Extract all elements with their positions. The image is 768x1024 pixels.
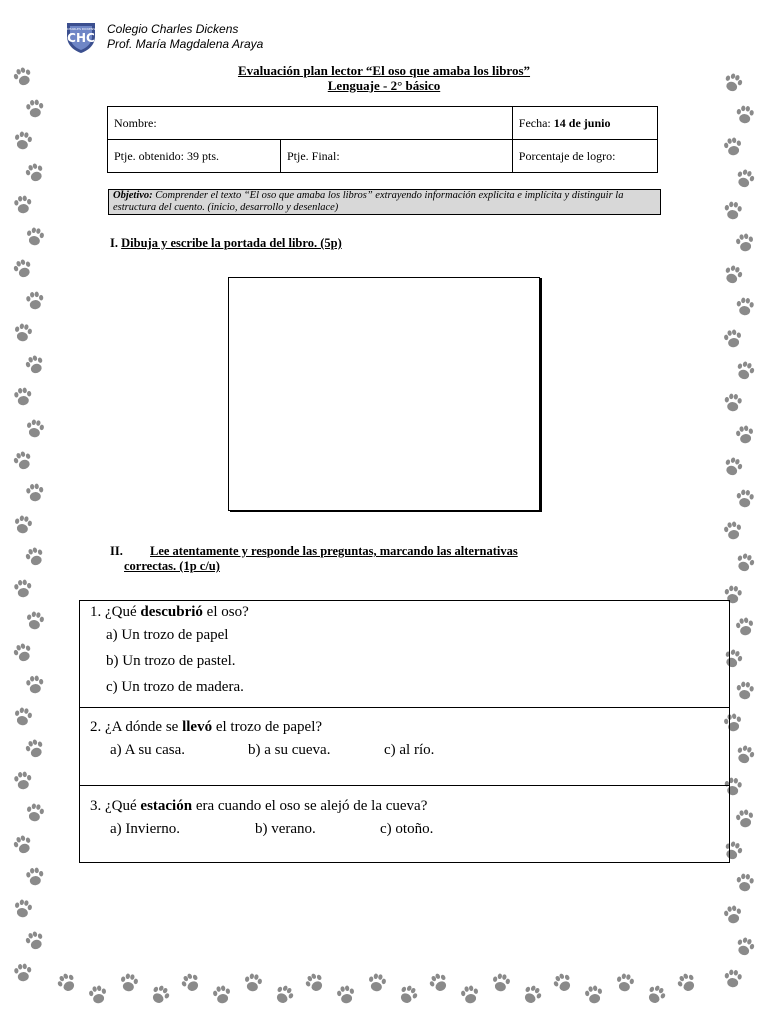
paw-print-icon bbox=[209, 982, 234, 1007]
name-label: Nombre: bbox=[114, 115, 157, 130]
percent-label: Porcentaje de logro: bbox=[518, 148, 616, 163]
objective-label: Objetivo: bbox=[113, 190, 153, 201]
paw-print-icon bbox=[732, 614, 757, 639]
date-value: 14 de junio bbox=[553, 115, 611, 130]
paw-print-icon bbox=[10, 320, 35, 345]
paw-print-icon bbox=[488, 970, 513, 995]
score-field bbox=[108, 140, 281, 173]
paw-print-icon bbox=[732, 422, 757, 447]
paw-print-icon bbox=[21, 735, 49, 763]
paw-print-icon bbox=[22, 224, 47, 249]
question-1 bbox=[80, 601, 729, 708]
paw-print-icon bbox=[21, 351, 49, 379]
paw-print-icon bbox=[612, 970, 637, 995]
section-1-heading bbox=[110, 236, 342, 251]
question-1-option-a[interactable]: a) Un trozo de papel bbox=[106, 627, 229, 643]
paw-print-icon bbox=[10, 704, 35, 729]
school-header bbox=[107, 22, 263, 52]
final-score-field[interactable] bbox=[281, 140, 513, 173]
paw-print-icon bbox=[9, 831, 37, 859]
question-3-option-c[interactable]: c) otoño. bbox=[380, 821, 434, 837]
paw-print-icon bbox=[22, 416, 47, 441]
paw-print-icon bbox=[721, 199, 745, 223]
paw-print-icon bbox=[333, 982, 358, 1007]
paw-print-icon bbox=[720, 518, 745, 543]
paw-print-icon bbox=[457, 982, 482, 1007]
question-1-post: el oso? bbox=[202, 604, 249, 620]
question-3-option-a[interactable]: a) Invierno. bbox=[110, 821, 180, 837]
paw-print-icon bbox=[22, 800, 47, 825]
paw-print-icon bbox=[548, 968, 578, 998]
question-2-keyword: llevó bbox=[182, 719, 213, 735]
paw-print-icon bbox=[21, 543, 49, 571]
paw-print-icon bbox=[21, 927, 49, 955]
school-name: Colegio Charles Dickens bbox=[107, 22, 239, 36]
paw-print-icon bbox=[23, 673, 47, 697]
paw-print-icon bbox=[731, 165, 759, 193]
question-1-option-c[interactable]: c) Un trozo de madera. bbox=[106, 679, 244, 695]
paw-print-icon bbox=[721, 391, 745, 415]
paw-print-icon bbox=[11, 769, 35, 793]
paw-print-icon bbox=[9, 447, 37, 475]
date-field bbox=[512, 107, 657, 140]
paw-print-icon bbox=[23, 481, 47, 505]
paw-print-icon bbox=[300, 968, 330, 998]
paw-print-icon bbox=[9, 639, 37, 667]
question-1-option-b[interactable]: b) Un trozo de pastel. bbox=[106, 653, 236, 669]
paw-print-icon bbox=[732, 806, 757, 831]
question-2-option-b[interactable]: b) a su cueva. bbox=[248, 742, 331, 758]
section-1-text: Dibuja y escribe la portada del libro. (5p) bbox=[121, 236, 342, 250]
question-3-keyword: estación bbox=[140, 798, 193, 814]
paw-print-icon bbox=[720, 326, 745, 351]
percent-field[interactable] bbox=[512, 140, 657, 173]
paw-print-icon bbox=[719, 69, 747, 97]
question-1-pre: 1. ¿Qué bbox=[90, 604, 141, 620]
final-score-label: Ptje. Final: bbox=[287, 148, 340, 163]
objective-box bbox=[108, 189, 661, 215]
paw-print-icon bbox=[85, 982, 110, 1007]
question-3-pre: 3. ¿Qué bbox=[90, 798, 141, 814]
paw-print-icon bbox=[9, 255, 37, 283]
paw-print-icon bbox=[23, 97, 47, 121]
question-1-keyword: descubrió bbox=[140, 604, 203, 620]
paw-print-icon bbox=[733, 487, 757, 511]
paw-print-icon bbox=[176, 968, 206, 998]
paw-print-icon bbox=[424, 968, 454, 998]
paw-print-icon bbox=[145, 980, 175, 1010]
paw-print-icon bbox=[393, 980, 423, 1010]
section-2-numeral: II. bbox=[110, 544, 123, 558]
paw-print-icon bbox=[9, 63, 37, 91]
paw-print-icon bbox=[732, 230, 757, 255]
paw-print-icon bbox=[517, 980, 547, 1010]
paw-print-icon bbox=[672, 968, 702, 998]
teacher-name: Prof. María Magdalena Araya bbox=[107, 37, 264, 51]
paw-print-icon bbox=[11, 577, 35, 601]
paw-print-icon bbox=[731, 357, 759, 385]
student-info-table bbox=[107, 106, 658, 173]
question-3-text bbox=[90, 786, 719, 816]
question-2 bbox=[80, 708, 729, 786]
paw-print-icon bbox=[364, 970, 389, 995]
question-1-text bbox=[90, 601, 719, 622]
paw-print-icon bbox=[719, 261, 747, 289]
question-2-pre: 2. ¿A dónde se bbox=[90, 719, 183, 735]
paw-print-icon bbox=[21, 159, 49, 187]
question-2-text bbox=[90, 708, 719, 737]
drawing-box[interactable] bbox=[228, 277, 540, 511]
svg-text:CHC: CHC bbox=[67, 31, 95, 45]
question-2-option-a[interactable]: a) A su casa. bbox=[110, 742, 185, 758]
school-logo-icon bbox=[64, 20, 98, 54]
paw-print-icon bbox=[10, 896, 35, 921]
paw-print-icon bbox=[731, 549, 759, 577]
question-2-post: el trozo de papel? bbox=[212, 719, 323, 735]
paw-print-icon bbox=[10, 128, 35, 153]
paw-print-icon bbox=[22, 608, 47, 633]
question-3 bbox=[80, 786, 729, 862]
title-line-2: Lenguaje - 2° básico bbox=[327, 78, 441, 93]
question-2-option-c[interactable]: c) al río. bbox=[384, 742, 435, 758]
section-2-heading bbox=[110, 544, 630, 574]
paw-print-icon bbox=[720, 902, 745, 927]
paw-print-icon bbox=[733, 871, 757, 895]
section-1-numeral: I. bbox=[110, 236, 118, 250]
paw-print-icon bbox=[10, 512, 35, 537]
paw-print-icon bbox=[720, 134, 745, 159]
question-3-option-b[interactable]: b) verano. bbox=[255, 821, 316, 837]
paw-print-icon bbox=[116, 970, 141, 995]
paw-print-icon bbox=[240, 970, 265, 995]
logo-lettering: CHARLES DICKENS bbox=[66, 27, 96, 31]
questions-box bbox=[79, 600, 730, 863]
paw-print-icon bbox=[733, 679, 757, 703]
page-title bbox=[110, 63, 658, 93]
paw-print-icon bbox=[641, 980, 671, 1010]
section-2-line-1: Lee atentamente y responde las preguntas, marcando las alternativas bbox=[150, 544, 518, 558]
date-label: Fecha: bbox=[518, 115, 551, 130]
paw-print-icon bbox=[731, 741, 759, 769]
paw-print-icon bbox=[719, 453, 747, 481]
paw-print-icon bbox=[23, 865, 47, 889]
score-label: Ptje. obtenido: 39 pts. bbox=[114, 148, 219, 163]
title-line-1: Evaluación plan lector “El oso que amaba los libros” bbox=[237, 63, 531, 78]
paw-print-icon bbox=[11, 385, 35, 409]
paw-print-icon bbox=[11, 193, 35, 217]
paw-print-icon bbox=[733, 295, 757, 319]
paw-print-icon bbox=[23, 289, 47, 313]
paw-print-icon bbox=[11, 961, 35, 985]
paw-print-icon bbox=[733, 103, 757, 127]
paw-print-icon bbox=[52, 968, 82, 998]
name-field[interactable] bbox=[108, 107, 513, 140]
paw-print-icon bbox=[269, 980, 299, 1010]
question-3-post: era cuando el oso se alejó de la cueva? bbox=[192, 798, 428, 814]
paw-print-icon bbox=[581, 982, 606, 1007]
section-2-line-2: correctas. (1p c/u) bbox=[124, 559, 220, 573]
paw-print-icon bbox=[731, 933, 759, 961]
objective-text: Comprender el texto “El oso que amaba los libros” extrayendo información explicita e implícita y distinguir la estructura del cuento. (inicio, desarrollo y desenlace) bbox=[113, 190, 624, 213]
paw-print-icon bbox=[721, 967, 745, 991]
